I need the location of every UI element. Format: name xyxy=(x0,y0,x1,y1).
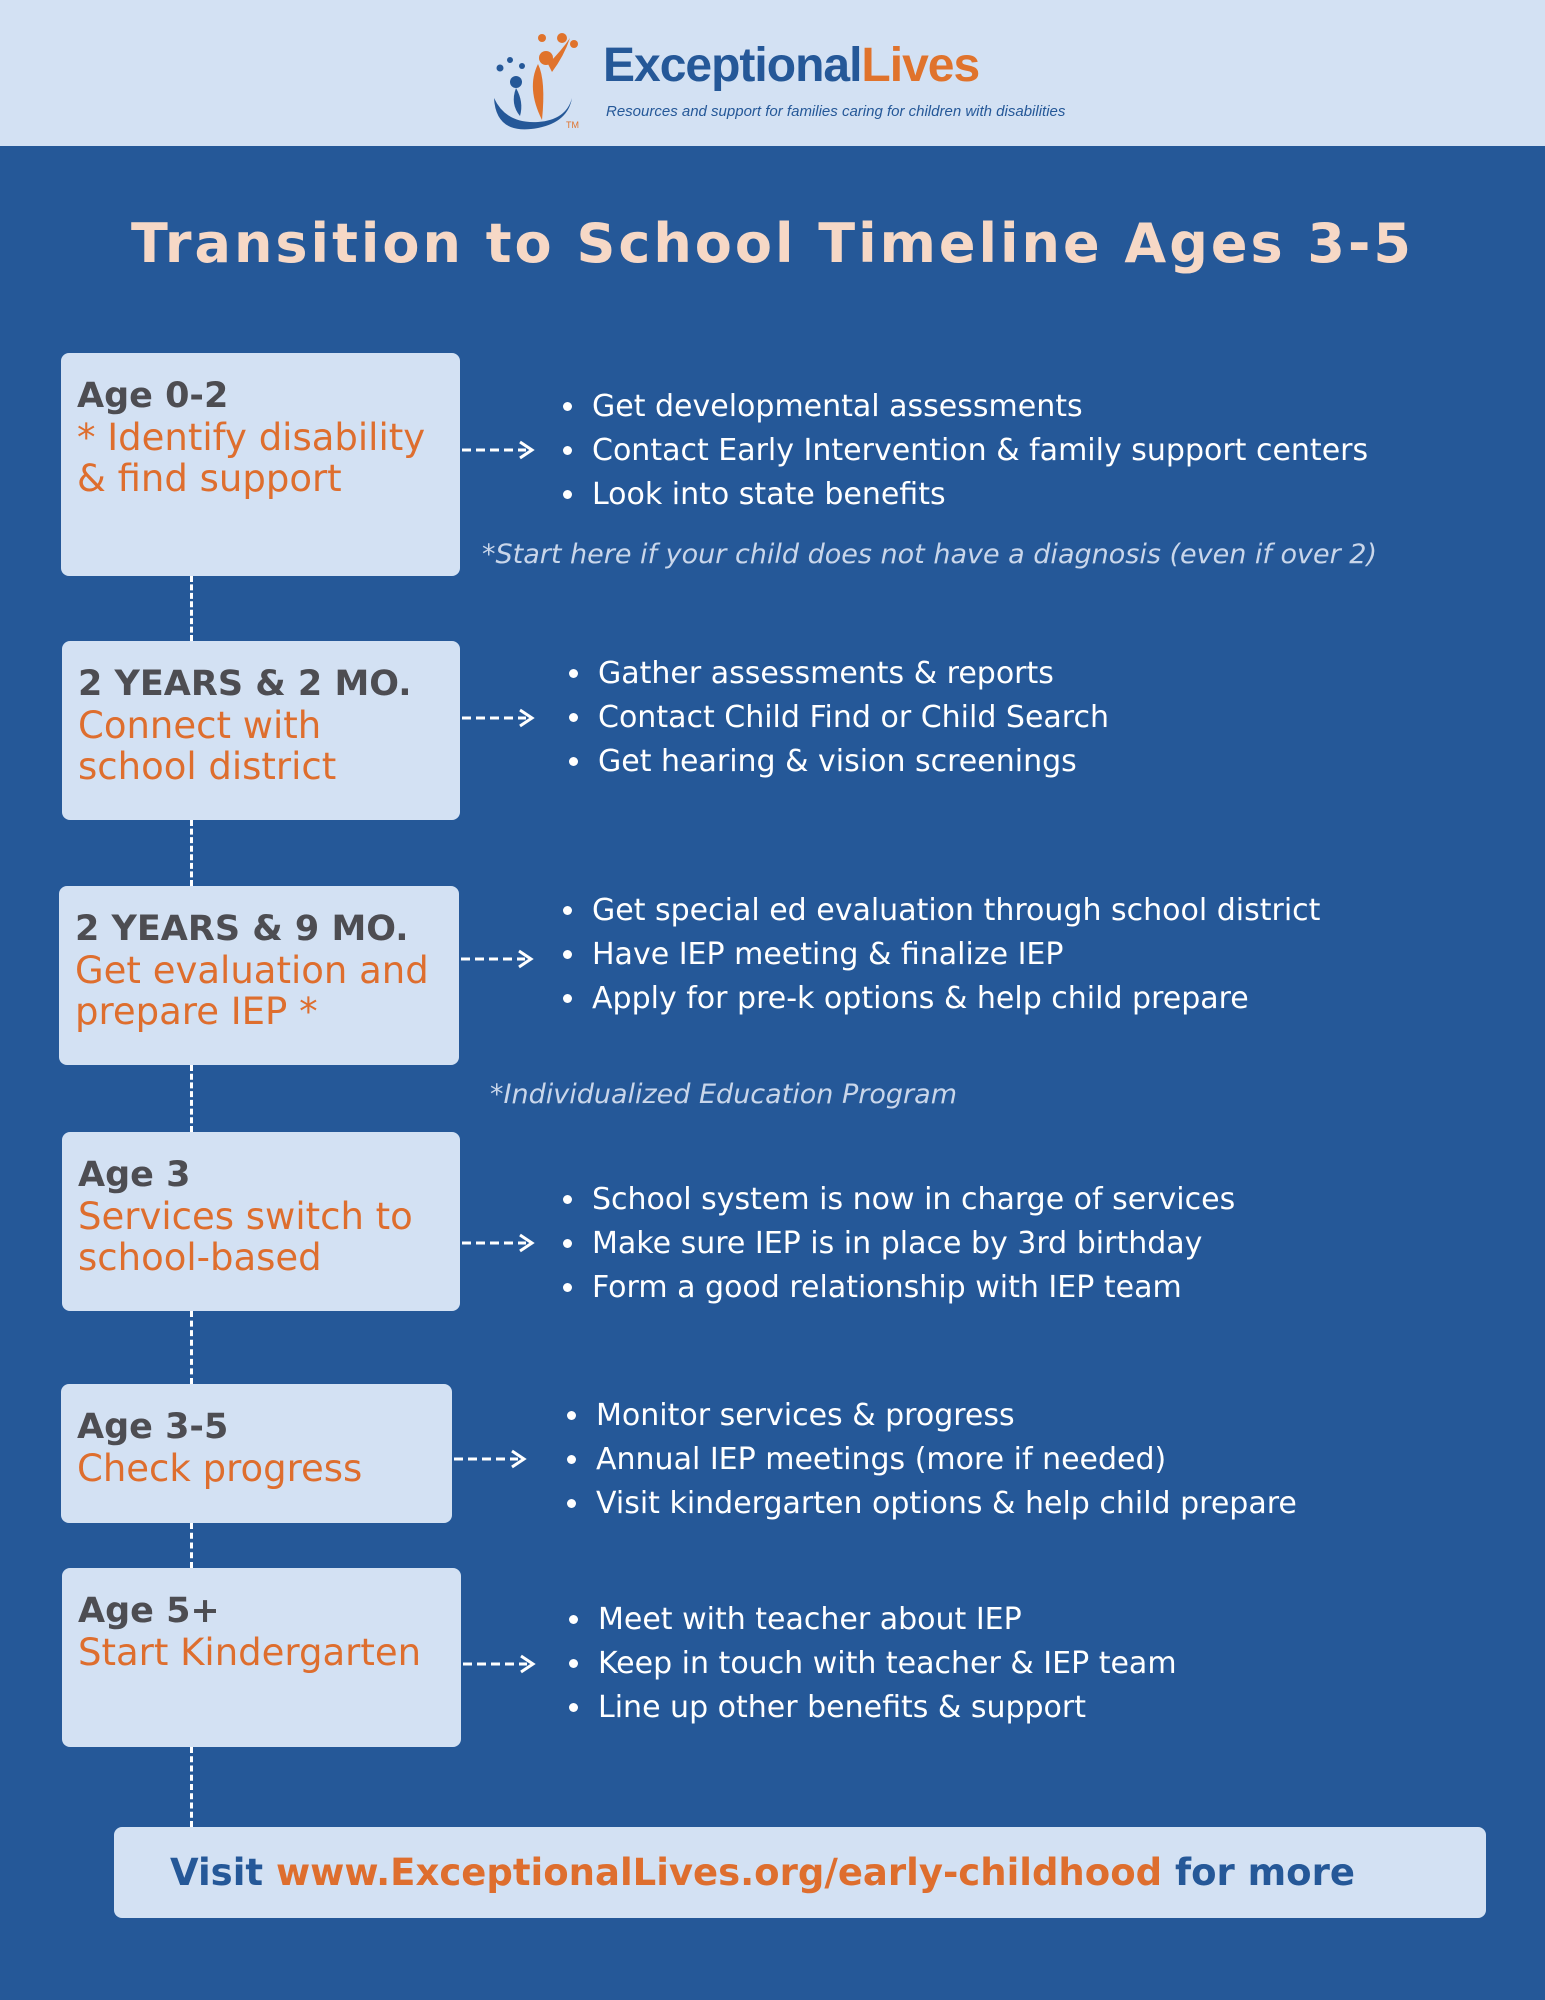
logo-icon xyxy=(486,28,586,138)
trademark-mark: TM xyxy=(566,120,579,130)
step-age: Age 5+ xyxy=(78,1591,220,1631)
dashed-arrow-icon xyxy=(459,949,539,969)
step-description: Services switch to school-based xyxy=(78,1195,413,1279)
footer-link[interactable]: www.ExceptionalLives.org/early-childhood xyxy=(275,1851,1163,1894)
page-title: Transition to School Timeline Ages 3-5 xyxy=(131,212,1414,275)
brand-name-part1: Exceptional xyxy=(603,39,862,92)
step-age: 2 YEARS & 9 MO. xyxy=(75,909,409,949)
step-description: Check progress xyxy=(77,1447,363,1490)
timeline-connector xyxy=(190,820,193,886)
step-description: Connect with school district xyxy=(78,704,337,788)
dashed-arrow-icon xyxy=(460,1233,540,1253)
list-item: • Have IEP meeting & finalize IEP xyxy=(588,933,1320,977)
timeline-connector xyxy=(190,1311,193,1384)
diagnosis-note: *Start here if your child does not have a diagnosis (even if over 2) xyxy=(482,539,1377,570)
list-item: • Gather assessments & reports xyxy=(594,652,1109,696)
timeline-step-box xyxy=(59,886,459,1065)
brand-name xyxy=(603,38,979,93)
list-item: • Get developmental assessments xyxy=(588,385,1368,429)
list-item: • Make sure IEP is in place by 3rd birthday xyxy=(588,1222,1235,1266)
list-item: • Visit kindergarten options & help child prepare xyxy=(592,1482,1297,1526)
step-items xyxy=(556,385,1368,517)
list-item: • Contact Early Intervention & family support centers xyxy=(588,429,1368,473)
footer-banner xyxy=(114,1827,1486,1918)
timeline-connector xyxy=(190,1747,193,1827)
timeline-step-box xyxy=(62,1132,460,1311)
footer-suffix: for more xyxy=(1162,1851,1355,1894)
step-age: Age 3-5 xyxy=(77,1407,229,1447)
step-age: Age 3 xyxy=(78,1155,191,1195)
brand-name-part2: Lives xyxy=(861,39,980,92)
step-items xyxy=(562,652,1109,784)
timeline-connector xyxy=(190,1523,193,1568)
step-items xyxy=(560,1394,1297,1526)
list-item: • Get special ed evaluation through school district xyxy=(588,889,1320,933)
dashed-arrow-icon xyxy=(452,1449,532,1469)
timeline-step-box xyxy=(62,1568,461,1747)
dashed-arrow-icon xyxy=(461,1654,541,1674)
dashed-arrow-icon xyxy=(460,708,540,728)
list-item: • Get hearing & vision screenings xyxy=(594,740,1109,784)
list-item: • School system is now in charge of services xyxy=(588,1178,1235,1222)
timeline-step-box xyxy=(61,1384,452,1523)
step-description: Get evaluation and prepare IEP * xyxy=(75,949,429,1033)
list-item: • Meet with teacher about IEP xyxy=(594,1598,1177,1642)
list-item: • Look into state benefits xyxy=(588,473,1368,517)
list-item: • Form a good relationship with IEP team xyxy=(588,1266,1235,1310)
list-item: • Keep in touch with teacher & IEP team xyxy=(594,1642,1177,1686)
step-age: Age 0-2 xyxy=(77,376,229,416)
step-items xyxy=(562,1598,1177,1730)
timeline-step-box xyxy=(61,353,460,576)
step-description: Start Kindergarten xyxy=(78,1631,422,1674)
list-item: • Monitor services & progress xyxy=(592,1394,1297,1438)
timeline-connector xyxy=(190,576,193,641)
list-item: • Apply for pre-k options & help child prepare xyxy=(588,977,1320,1021)
step-age: 2 YEARS & 2 MO. xyxy=(78,664,412,704)
footer-prefix: Visit xyxy=(170,1851,276,1894)
timeline-step-box xyxy=(62,641,460,820)
header-banner xyxy=(0,0,1545,146)
step-items xyxy=(556,889,1320,1021)
iep-note: *Individualized Education Program xyxy=(490,1079,957,1110)
step-items xyxy=(556,1178,1235,1310)
list-item: • Annual IEP meetings (more if needed) xyxy=(592,1438,1297,1482)
timeline-connector xyxy=(190,1065,193,1132)
list-item: • Line up other benefits & support xyxy=(594,1686,1177,1730)
step-description: * Identify disability & find support xyxy=(77,416,426,500)
dashed-arrow-icon xyxy=(460,440,540,460)
list-item: • Contact Child Find or Child Search xyxy=(594,696,1109,740)
brand-tagline: Resources and support for families caring for children with disabilities xyxy=(606,103,1066,120)
